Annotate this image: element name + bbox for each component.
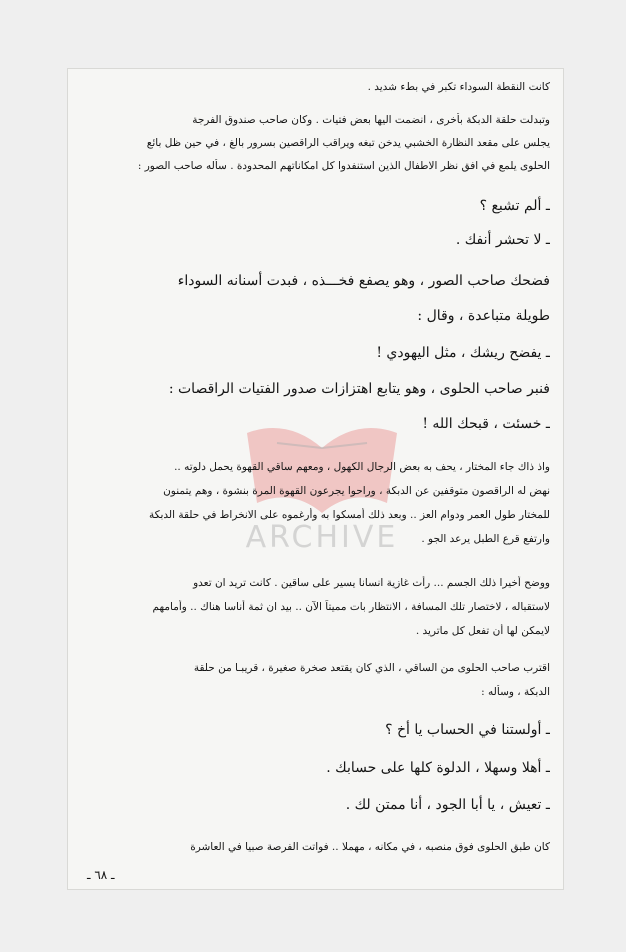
text-line: نهض له الراقصون متوقفين عن الدبكة ، وراحوا يجرعون القهوة المرة بنشوة ، وهم يتمنون xyxy=(163,485,550,497)
text-line: ـ أولستنا في الحساب يا أخ ؟ xyxy=(385,722,550,738)
text-line: ـ لا تحشر أنفك . xyxy=(455,232,550,248)
text-line: ـ تعيش ، يا أبا الجود ، أنا ممتن لك . xyxy=(345,797,550,813)
text-line: وارتفع قرع الطبل يرعد الجو . xyxy=(421,533,550,545)
text-line: واذ ذاك جاء المختار ، يحف به بعض الرجال الكهول ، ومعهم ساقي القهوة يحمل دلوته .. xyxy=(174,461,550,473)
text-line: كان طبق الحلوى فوق منصبه ، في مكانه ، مهملا .. فواتت الفرصة صبيا في العاشرة xyxy=(190,841,550,853)
text-line: ـ خسئت ، قبحك الله ! xyxy=(422,416,550,432)
text-line: ووضح أخيرا ذلك الجسم ... رأت غازية انسانا يسير على ساقين . كانت تريد ان تعدو xyxy=(193,577,550,589)
text-line: كانت النقطة السوداء تكبر في بطء شديد . xyxy=(367,81,550,93)
text-line: فنبر صاحب الحلوى ، وهو يتابع اهتزازات صدور الفتيات الراقصات : xyxy=(168,381,550,397)
text-line: الحلوى يلمع في افق نظر الاطفال الذين استنفدوا كل امكاناتهم المحدودة . سأله صاحب الصور : xyxy=(137,160,550,172)
text-line: ـ ألم تشبع ؟ xyxy=(479,198,550,214)
text-line: يجلس على مقعد النظارة الخشبي يدخن تبغه ويراقب الراقصين بسرور بالغ ، في حين ظل بائع xyxy=(146,137,550,149)
text-line: الدبكة ، وسأله : xyxy=(481,686,550,698)
text-line: ـ يفضح ريشك ، مثل اليهودي ! xyxy=(376,345,550,361)
text-line: ـ أهلا وسهلا ، الدلوة كلها على حسابك . xyxy=(326,760,550,776)
text-line: اقترب صاحب الحلوى من الساقي ، الذي كان يقتعد صخرة صغيرة ، قريبـا من حلقة xyxy=(193,662,550,674)
book-page xyxy=(67,68,564,890)
watermark-text: ARCHIVE xyxy=(245,520,399,555)
text-line: طويلة متباعدة ، وقال : xyxy=(417,308,550,324)
text-line: لاستقباله ، لاختصار تلك المسافة ، الانتظار بات مميتاً الآن .. بيد ان ثمة أناسا هناك .. وأمامهم xyxy=(152,601,550,613)
text-line: وتبدلت حلقة الدبكة بأخرى ، انضمت اليها بعض فتيات . وكان صاحب صندوق الفرجة xyxy=(192,114,550,126)
text-line: للمختار طول العمر ودوام العز .. وبعد ذلك أمسكوا به وأرغموه على الانخراط في حلقة الدبكة xyxy=(149,509,550,521)
text-line: فضحك صاحب الصور ، وهو يصفع فخـــذه ، فبدت أسنانه السوداء xyxy=(177,273,550,289)
page-number: ـ ٦٨ ـ xyxy=(87,868,115,882)
text-line: لايمكن لها أن تفعل كل ماتريد . xyxy=(415,625,550,637)
